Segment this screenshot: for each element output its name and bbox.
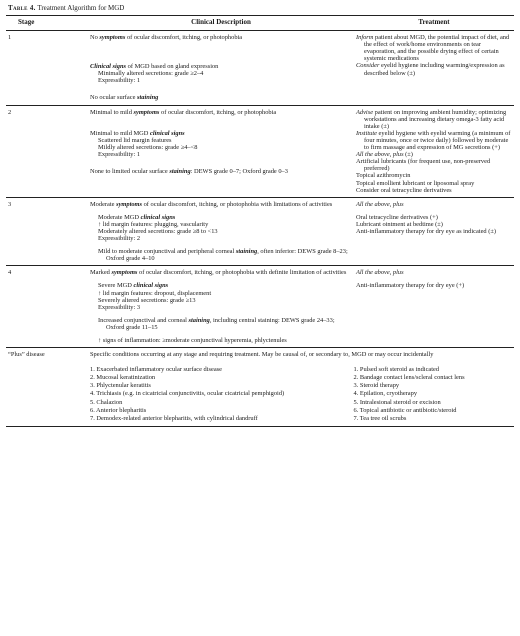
plus-conditions-list [90,366,354,422]
plus-treatments-list [354,366,513,422]
stage-row-3 [6,197,514,266]
stage-row-1 [6,31,514,105]
emphasis-keyword: staining [188,316,210,324]
list-item: 7. Demodex-related anterior blepharitis, with cylindrical dandruff [90,414,258,422]
desc-line: Increased conjunctival and corneal staining, including central staining: DEWS grade 24–33; Oxford grade 11–15 [98,316,335,331]
header-treatment: Treatment [354,16,514,31]
header-description: Clinical Description [88,16,354,31]
emphasis-keyword: Clinical signs [90,63,127,71]
plus-disease-row [6,348,514,427]
emphasis-keyword: clinical signs [140,213,176,221]
list-item: 6. Anterior blepharitis [90,406,147,414]
stage-label: 2 [6,105,88,197]
treatment-line: Artificial lubricants (for frequent use, non-preserved preferred) [356,158,491,173]
treatment-line: Anti-inflammatory therapy for dry eye (+) [356,282,465,290]
treatment-line: Inform patient about MGD, the potential impact of diet, and the effect of work/home environments on tear evaporation, and the possible drying effect of certain systemic medications [356,34,510,63]
stage-label: 4 [6,266,88,348]
desc-line: ↑ lid margin features: dropout, displacement [98,289,212,297]
header-row [6,16,514,31]
list-item: 2. Bandage contact lens/scleral contact lens [353,374,465,382]
desc-line: Clinical signs of MGD based on gland expression [90,63,219,71]
italic-lead: Inform [356,34,374,42]
emphasis-keyword: symptoms [99,34,126,42]
desc-line: Marked symptoms of ocular discomfort, itching, or photophobia with definite limitation of activities [90,269,347,277]
desc-line: Minimal to mild MGD clinical signs [90,129,185,137]
list-item: 5. Intralesional steroid or excision [353,398,441,406]
desc-line: Moderate MGD clinical signs [98,213,176,221]
emphasis-keyword: staining [235,248,258,256]
emphasis-keyword: symptoms [111,269,138,277]
list-item: 4. Epilation, cryotherapy [353,390,418,398]
list-item: 4. Trichiasis (e.g. in cicatricial conjunctivitis, ocular cicatricial pemphigoid) [90,390,285,398]
desc-line: Severely altered secretions: grade ≥13 [98,296,196,304]
treatment-line: Lubricant ointment at bedtime (±) [356,220,443,228]
treatment-cell [354,31,514,105]
table-caption [8,4,514,12]
document-page [6,4,514,427]
treatment-line: Topical azithromycin [356,172,411,180]
desc-line: Expressibility: 3 [98,303,141,311]
desc-line: Expressibility: 1 [98,77,141,85]
clinical-description [88,105,354,197]
desc-line: None to limited ocular surface staining: DEWS grade 0–7; Oxford grade 0–3 [90,168,288,176]
clinical-description [88,31,354,105]
stage-label: “Plus” disease [6,348,88,427]
emphasis-keyword: symptoms [133,108,160,116]
desc-line: Severe MGD clinical signs [98,282,169,290]
stage-label: 3 [6,197,88,266]
plus-intro: Specific conditions occurring at any stage and requiring treatment. May be causal of, or secondary to, MGD or may occur incidentally [90,351,434,359]
plus-disease-cell [88,348,514,427]
desc-line: No symptoms of ocular discomfort, itching, or photophobia [90,34,243,42]
desc-line: ↑ signs of inflammation: ≥moderate conjunctival hyperemia, phlyctenules [98,337,287,344]
treatment-cell [354,105,514,197]
emphasis-keyword: symptoms [116,200,143,208]
desc-line: Moderately altered secretions: grade ≥8 to <13 [98,227,218,235]
stage-row-2 [6,105,514,197]
desc-line: Expressibility: 1 [98,150,141,158]
desc-line: Minimal to mild symptoms of ocular discomfort, itching, or photophobia [90,108,277,116]
italic-lead: Consider [356,62,380,70]
emphasis-keyword: clinical signs [133,282,169,290]
desc-line: Expressibility: 2 [98,235,141,243]
table-number: Table 4. [8,4,36,12]
emphasis-keyword: clinical signs [150,129,185,137]
treatment-line: Institute eyelid hygiene with eyelid warming (a minimum of four minutes, once or twice daily) followed by moderate to firm massage and expression of MG secretions (+) [356,129,511,152]
desc-line: ↑ lid margin features: plugging, vascularity [98,220,209,228]
list-item: 5. Chalazion [90,398,123,406]
treatment-line: Topical emollient lubricant or liposomal spray [356,179,475,187]
desc-line: No ocular surface staining [90,94,159,102]
desc-line: Mild to moderate conjunctival and peripheral corneal staining, often inferior: DEWS grade 8–23; Oxford grade 4–10 [98,248,348,263]
treatment-line: Consider oral tetracycline derivatives [356,186,452,194]
treatment-line: Oral tetracycline derivatives (+) [356,213,438,221]
list-item: 6. Topical antibiotic or antibiotic/steroid [353,406,457,414]
treatment-line: All the above, plus (±) [356,151,413,159]
desc-line: Scattered lid margin features [98,136,172,144]
header-stage: Stage [6,16,88,31]
italic-lead: Institute [356,129,377,137]
list-item: 2. Mucosal keratinization [90,374,156,382]
clinical-description [88,197,354,266]
table-title: Treatment Algorithm for MGD [37,4,125,12]
treatment-line: All the above, plus [356,200,404,208]
treatment-line: Consider eyelid hygiene including warming/expression as described below (±) [356,62,505,77]
italic-lead: Advise [356,108,374,116]
list-item: 7. Tea tree oil scrubs [353,414,407,422]
emphasis-keyword: staining [169,168,191,176]
desc-line: Mildly altered secretions: grade ≥4–<8 [98,143,198,151]
stage-label: 1 [6,31,88,105]
list-item: 1. Exacerbated inflammatory ocular surface disease [90,366,223,374]
clinical-description [88,266,354,348]
desc-line: Moderate symptoms of ocular discomfort, itching, or photophobia with limitations of activities [90,200,333,208]
list-item: 3. Phlyctenular keratitis [90,382,151,390]
treatment-line: Anti-inflammatory therapy for dry eye as indicated (±) [356,227,496,235]
stage-row-4 [6,266,514,348]
treatment-cell [354,266,514,348]
treatment-line: All the above, plus [356,269,404,277]
desc-line: Minimally altered secretions: grade ≥2–4 [98,70,204,78]
treatment-table [6,15,514,427]
emphasis-keyword: staining [137,94,159,102]
list-item: 1. Pulsed soft steroid as indicated [353,366,440,374]
italic-lead: All the above, plus [356,151,404,159]
list-item: 3. Steroid therapy [353,382,400,390]
treatment-line: Advise patient on improving ambient humidity; optimizing workstations and increasing dietary omega-3 fatty acid intake (±) [356,108,507,130]
treatment-cell [354,197,514,266]
